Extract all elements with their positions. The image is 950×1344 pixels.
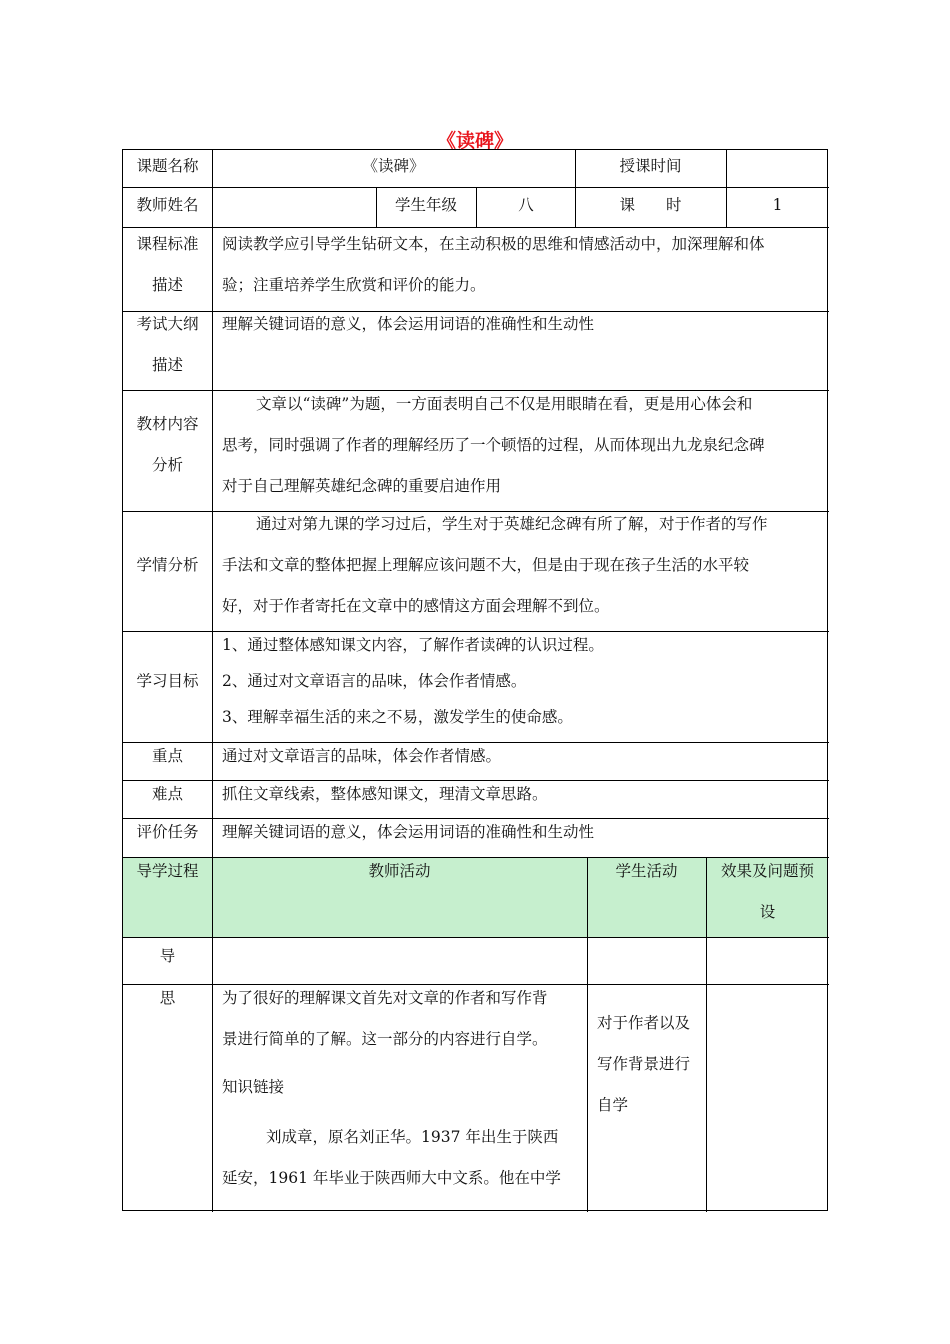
- learner-text: 手法和文章的整体把握上理解应该问题不大，但是由于现在孩子生活的水平较: [222, 556, 750, 574]
- grade-value: 八: [518, 196, 534, 214]
- think-label: 思: [159, 989, 176, 1007]
- content-text: 文章以“读碑”为题，一方面表明自己不仅是用眼睛在看，更是用心体会和: [256, 395, 753, 413]
- content-text: 对于自己理解英雄纪念碑的重要启迪作用: [222, 477, 502, 495]
- student-activity-text: 自学: [597, 1096, 629, 1114]
- evaluation-text: 理解关键词语的意义，体会运用词语的准确性和生动性: [222, 823, 595, 841]
- key-text: 通过对文章语言的品味，体会作者情感。: [222, 747, 502, 765]
- period-value: 1: [772, 196, 783, 214]
- goals-item: 1、通过整体感知课文内容，了解作者读碑的认识过程。: [222, 636, 604, 654]
- standard-text: 验；注重培养学生欣赏和评价的能力。: [222, 276, 486, 294]
- document-title: 《读碑》: [436, 130, 513, 152]
- teacher-activity-text: 刘成章，原名刘正华。1937 年出生于陕西: [266, 1128, 559, 1146]
- effect-header: 效果及问题预: [720, 862, 814, 880]
- learner-label: 学情分析: [136, 556, 199, 574]
- standard-text: 阅读教学应引导学生钻研文本，在主动积极的思维和情感活动中，加深理解和体: [222, 235, 765, 253]
- goals-item: 3、理解幸福生活的来之不易，激发学生的使命感。: [222, 708, 573, 726]
- content-label: 教材内容: [136, 415, 199, 433]
- learner-text: 好，对于作者寄托在文章中的感情这方面会理解不到位。: [222, 597, 610, 615]
- difficult-text: 抓住文章线索，整体感知课文，理清文章思路。: [222, 785, 548, 803]
- exam-label-2: 描述: [151, 356, 183, 374]
- topic-value: 《读碑》: [362, 157, 425, 175]
- standard-label: 课程标准: [136, 235, 199, 253]
- lesson-plan-table: [122, 149, 828, 1211]
- process-col-label: 导学过程: [136, 862, 199, 880]
- content-text: 思考，同时强调了作者的理解经历了一个顿悟的过程，从而体现出九龙泉纪念碑: [222, 436, 765, 454]
- student-activity-text: 写作背景进行: [597, 1055, 691, 1073]
- learner-text: 通过对第九课的学习过后，学生对于英雄纪念碑有所了解，对于作者的写作: [256, 515, 768, 533]
- content-label-2: 分析: [151, 456, 183, 474]
- goals-item: 2、通过对文章语言的品味，体会作者情感。: [222, 672, 527, 690]
- guide-label: 导: [159, 947, 176, 965]
- teacher-label: 教师姓名: [136, 196, 199, 214]
- standard-label-2: 描述: [151, 276, 183, 294]
- student-activity-header: 学生活动: [615, 862, 678, 880]
- knowledge-link-heading: 知识链接: [222, 1078, 285, 1096]
- period-label: 课 时: [619, 196, 682, 214]
- time-label: 授课时间: [619, 157, 682, 175]
- topic-label: 课题名称: [136, 157, 199, 175]
- student-activity-text: 对于作者以及: [597, 1014, 691, 1032]
- goals-label: 学习目标: [136, 672, 199, 690]
- exam-text: 理解关键词语的意义，体会运用词语的准确性和生动性: [222, 315, 595, 333]
- exam-label: 考试大纲: [136, 315, 199, 333]
- grade-label: 学生年级: [394, 196, 457, 214]
- key-label: 重点: [151, 747, 183, 765]
- teacher-activity-text: 延安，1961 年毕业于陕西师大中文系。他在中学: [222, 1169, 561, 1187]
- effect-header-2: 设: [759, 903, 776, 921]
- evaluation-label: 评价任务: [136, 823, 199, 841]
- teacher-activity-header: 教师活动: [368, 862, 431, 880]
- teacher-activity-text: 景进行简单的了解。这一部分的内容进行自学。: [222, 1030, 548, 1048]
- teacher-activity-text: 为了很好的理解课文首先对文章的作者和写作背: [222, 989, 548, 1007]
- difficult-label: 难点: [151, 785, 183, 803]
